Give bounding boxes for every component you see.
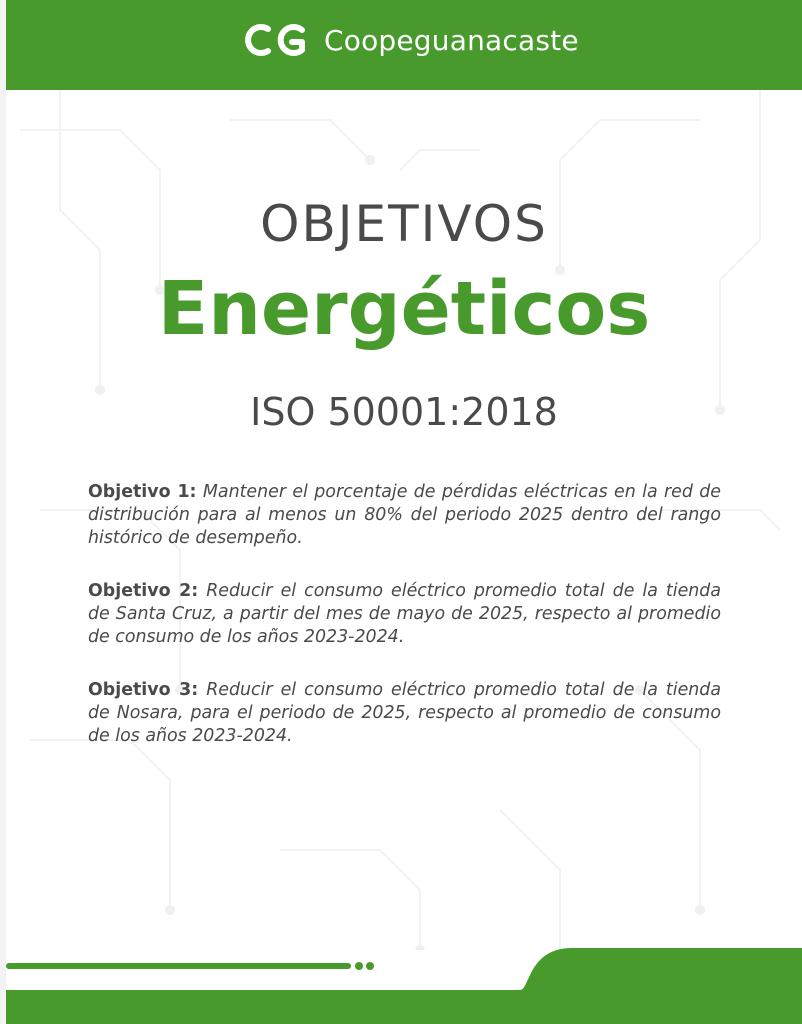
- title-line-iso-standard: ISO 50001:2018: [250, 390, 558, 434]
- footer-green-band: [0, 940, 802, 1024]
- cg-monogram-icon: [244, 20, 310, 60]
- objective-1: [88, 481, 721, 550]
- title-line-objetivos: OBJETIVOS: [260, 195, 548, 253]
- objective-1-text: Mantener el porcentaje de pérdidas eléctricas en la red de distribución para al menos un 80% del periodo 2025 dentro del rango histórico de desempeño.: [88, 482, 722, 548]
- title-line-energeticos: Energéticos: [157, 266, 651, 352]
- objective-3-label: Objetivo 3:: [88, 680, 199, 700]
- objective-2-label: Objetivo 2:: [88, 581, 199, 601]
- objective-1-label: Objetivo 1:: [88, 482, 197, 502]
- header-bar: [6, 0, 802, 90]
- objective-2-text: Reducir el consumo eléctrico promedio total de la tienda de Santa Cruz, a partir del mes de mayo de 2025, respecto al promedio de consumo de los años 2023-2024.: [88, 581, 721, 647]
- objective-2: [88, 580, 721, 649]
- objective-3-text: Reducir el consumo eléctrico promedio total de la tienda de Nosara, para el periodo de 2025, respecto al promedio de consumo de los años 2023-2024.: [88, 680, 721, 746]
- objectives-list: [88, 481, 721, 778]
- objective-3: [88, 679, 721, 748]
- brand-logo: [244, 18, 579, 62]
- brand-name: Coopeguanacaste: [324, 23, 579, 57]
